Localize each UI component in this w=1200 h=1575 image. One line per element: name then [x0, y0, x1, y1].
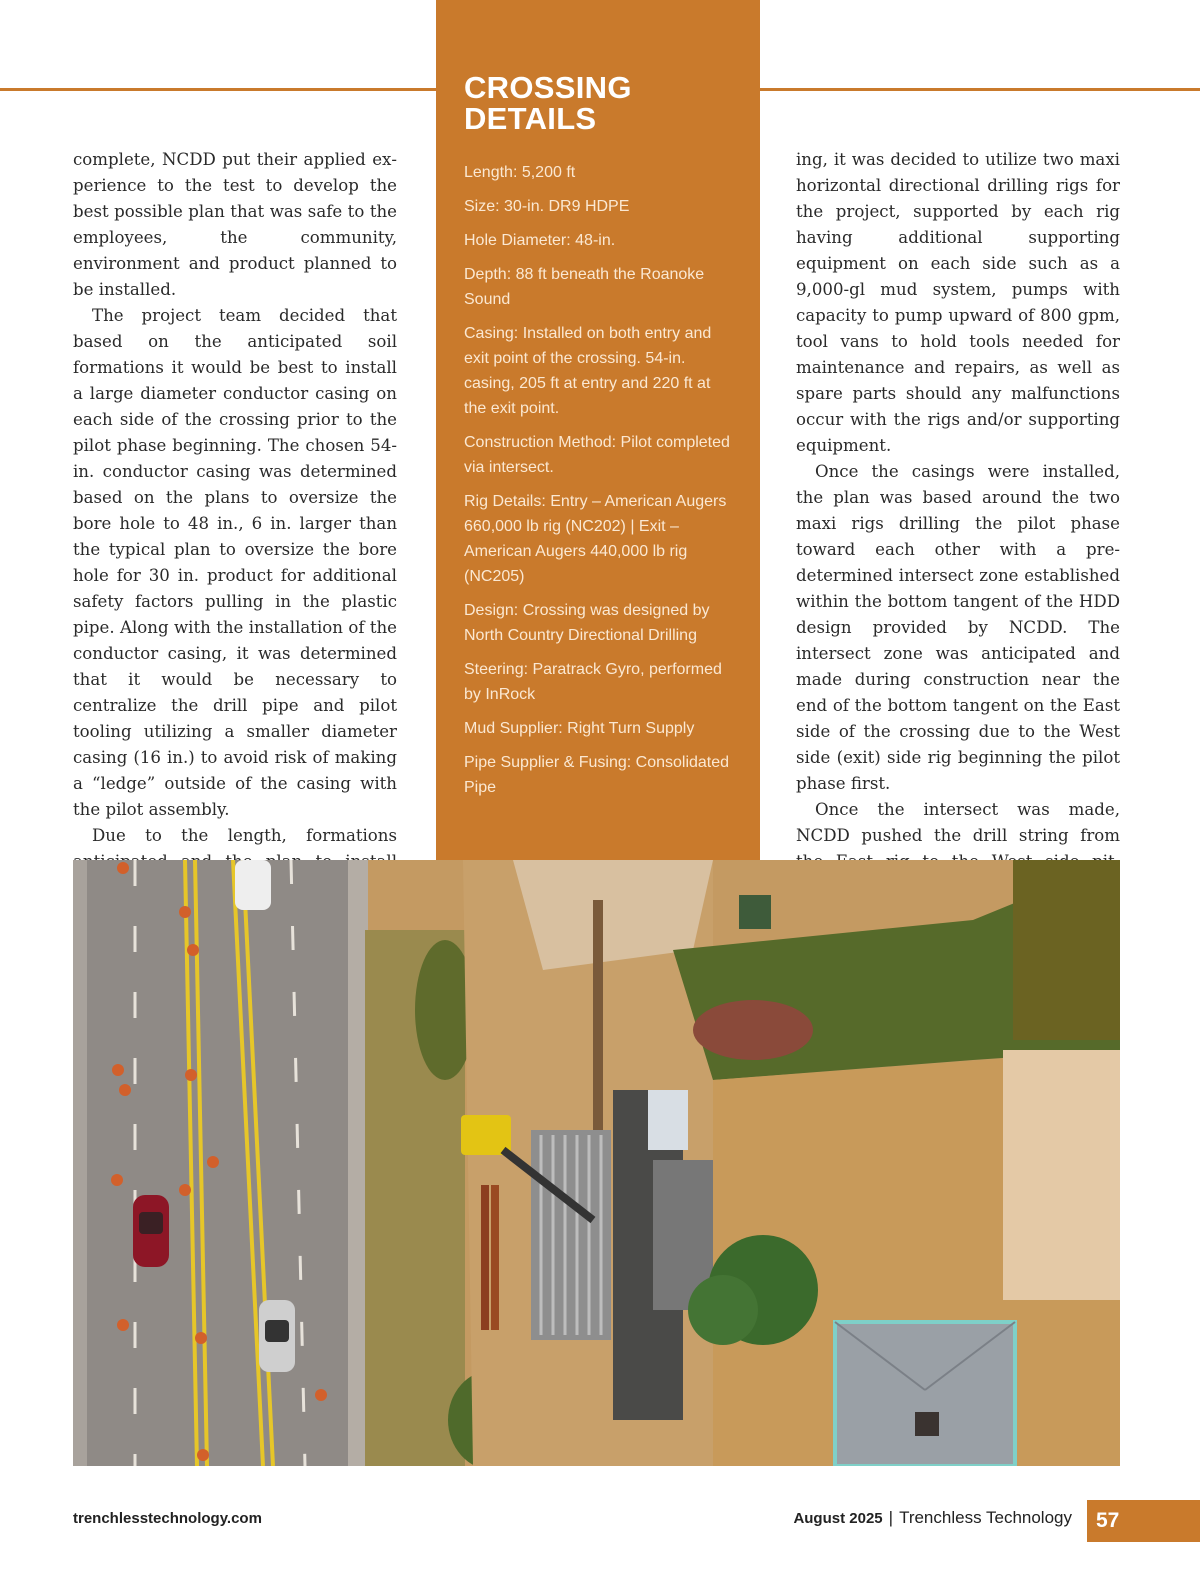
article-paragraph: The project team decided that based on the anticipated soil formations it would be best to install a large diameter conductor casing on each side of the crossing prior to the pilot phase beginning. The chosen 54-in. conductor casing was determined based on the plans to oversize the bore hole to 48 in., 6 in. larger than the typical plan to oversize the bore hole for 30 in. product for additional safety factors pulling in the plastic pipe. Along with the installation of the conductor casing, it was determined that it would be necessary to centralize the drill pipe and pilot tooling utilizing a smaller diameter casing (16 in.) to avoid risk of making a “ledge” outside of the casing with the pilot assembly.: [73, 306, 397, 819]
excavator: [461, 1115, 511, 1155]
sidebar-title: [464, 72, 734, 134]
footer-date: August 2025: [793, 1510, 883, 1527]
aerial-site-photo: [73, 860, 1120, 1466]
article-paragraph: Due to the length, formations: [92, 826, 397, 845]
detail-rig-details: Rig Details: Entry – American Augers 660,000 lb rig (NC202) | Exit – American Augers 440,000 lb rig (NC205): [464, 493, 727, 585]
header-rule-right: [760, 88, 1200, 91]
detail-steering: Steering: Paratrack Gyro, performed by InRock: [464, 661, 722, 703]
footer-publication: Trenchless Technology: [899, 1508, 1072, 1527]
footer-publication-info: [793, 1508, 1072, 1528]
article-column-left: [73, 147, 397, 927]
detail-length: Length: 5,200 ft: [464, 164, 576, 181]
detail-construction-method: Construction Method: Pilot completed via intersect.: [464, 434, 730, 476]
crossing-details-sidebar: [436, 0, 760, 860]
footer-website: trenchlesstechnology.com: [73, 1510, 262, 1527]
utility-box: [739, 895, 771, 929]
detail-pipe-supplier: Pipe Supplier & Fusing: Consolidated Pipe: [464, 754, 730, 796]
page-number: 57: [1087, 1500, 1200, 1542]
sidebar-title-line2: DETAILS: [464, 101, 597, 136]
detail-size: Size: 30-in. DR9 HDPE: [464, 198, 630, 215]
footer-separator: |: [888, 1508, 894, 1527]
rig-canopy: [648, 1090, 688, 1150]
detail-design: Design: Crossing was designed by North Country Directional Drilling: [464, 602, 710, 644]
pipe-rack: [531, 1130, 611, 1340]
detail-hole-diameter: Hole Diameter: 48-in.: [464, 232, 616, 249]
detail-mud-supplier: Mud Supplier: Right Turn Supply: [464, 720, 695, 737]
detail-casing: Casing: Installed on both entry and exit point of the crossing. 54-in. casing, 205 ft at entry and 220 ft at the exit point.: [464, 325, 712, 417]
article-paragraph: Once the casings were installed, the plan was based around the two maxi rigs drilling the pilot phase toward each other with a pre-determined intersect zone established within the bottom tangent of the HDD design provided by NCDD. The intersect zone was anticipated and made during construction near the end of the bottom tangent on the East side of the crossing due to the West side (exit) side rig beginning the pilot phase first.: [796, 462, 1120, 793]
article-paragraph: Once the intersect was made, NCDD pushed the drill string from: [796, 800, 1120, 845]
header-rule-left: [0, 88, 436, 91]
article-paragraph: complete, NCDD put their applied experience to the test to develop the best possible plan that was safe to the employees, the community, environment and product planned to be installed.: [73, 150, 397, 299]
detail-depth: Depth: 88 ft beneath the Roanoke Sound: [464, 266, 705, 308]
article-paragraph: ing, it was decided to utilize two maxi horizontal directional drilling rigs for the project, supported by each rig having additional supporting equipment on each side such as a 9,000-gl mud system, pumps with capacity to pump upward of 800 gpm, tool vans to hold tools needed for maintenance and repairs, as well as spare parts should any malfunctions occur with the rigs and/or supporting equipment.: [796, 150, 1120, 455]
car-white: [235, 860, 271, 910]
article-column-right: [796, 147, 1120, 927]
sidebar-title-line1: CROSSING: [464, 70, 632, 105]
